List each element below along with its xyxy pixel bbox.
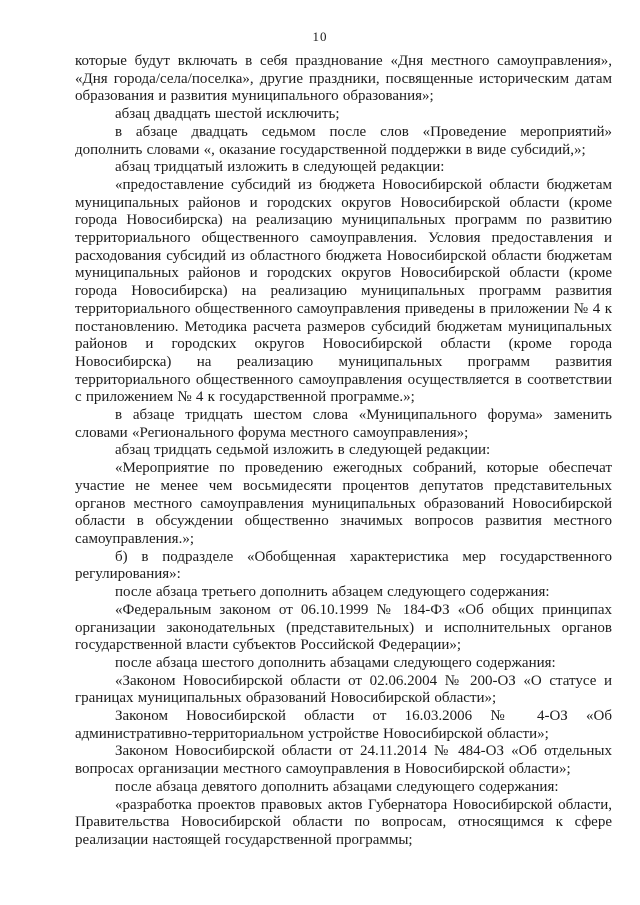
paragraph: абзац тридцатый изложить в следующей редакции: xyxy=(115,159,445,176)
paragraph: б) в подразделе «Обобщенная характеристика мер государственного регулирования»: xyxy=(75,548,612,583)
paragraph: после абзаца девятого дополнить абзацами следующего содержания: xyxy=(115,778,559,795)
paragraph: в абзаце тридцать шестом слова «Муниципального форума» заменить словами «Регионального форума местного самоуправления»; xyxy=(75,407,612,441)
paragraph: «предоставление субсидий из бюджета Новосибирской области бюджетам муниципальных районов и городских округов Новосибирской области (кроме города Новосибирска) на реализацию муниципальных программ по развитию территориального общественного самоуправления. Условия предоставления и расходования субсидий из областного бюджета Новосибирской области бюджетам муниципальных районов и городских округов Новосибирской области (кроме города Новосибирска) на реализацию муниципальных программ развития территориального общественного самоуправления приведены в приложении № 4 к постановлению. Методика расчета размеров субсидий бюджетам муниципальных районов и городских округов Новосибирской области (кроме города Новосибирска) на реализацию муниципальных программ развития территориального общественного самоуправления осуществляется в соответствии с приложением № 4 к государственной программе.»; xyxy=(75,176,612,406)
paragraph: «Федеральным законом от 06.10.1999 № 184-ФЗ «Об общих принципах организации законодательных (представительных) и исполнительных органов государственной власти субъектов Российской Федерации»; xyxy=(75,601,612,654)
paragraph: которые будут включать в себя празднование «Дня местного самоуправления», «Дня города/села/поселка», другие праздники, посвященные историческим датам образования и развития муниципального образования»; xyxy=(75,53,612,105)
paragraph: Законом Новосибирской области от 16.03.2006 № 4-ОЗ «Об административно-территориальном устройстве Новосибирской области»; xyxy=(75,708,612,742)
paragraph: «Мероприятие по проведению ежегодных собраний, которые обеспечат участие не менее чем восьмидесяти процентов депутатов представительных органов местного самоуправления муниципальных образований Новосибирской области в обсуждении общественно значимых вопросов развития местного самоуправления.»; xyxy=(75,460,612,547)
paragraph: абзац двадцать шестой исключить; xyxy=(115,106,340,123)
paragraph: после абзаца шестого дополнить абзацами следующего содержания: xyxy=(115,654,556,671)
page-number: 10 xyxy=(312,29,328,44)
paragraph: после абзаца третьего дополнить абзацем следующего содержания: xyxy=(115,584,550,601)
paragraph: в абзаце двадцать седьмом после слов «Проведение мероприятий» дополнить словами «, оказание государственной поддержки в виде субсидий,»; xyxy=(75,123,612,158)
paragraph: «Законом Новосибирской области от 02.06.2004 № 200-ОЗ «О статусе и границах муниципальных образований Новосибирской области»; xyxy=(75,672,612,707)
paragraph: «разработка проектов правовых актов Губернатора Новосибирской области, Правительства Новосибирской области по вопросам, относящимся к сфере реализации настоящей государственной программы; xyxy=(75,796,612,848)
paragraph: Законом Новосибирской области от 24.11.2014 № 484-ОЗ «Об отдельных вопросах организации местного самоуправления в Новосибирской области»; xyxy=(75,743,612,778)
document-body xyxy=(75,53,612,850)
paragraph: абзац тридцать седьмой изложить в следующей редакции: xyxy=(115,442,491,459)
